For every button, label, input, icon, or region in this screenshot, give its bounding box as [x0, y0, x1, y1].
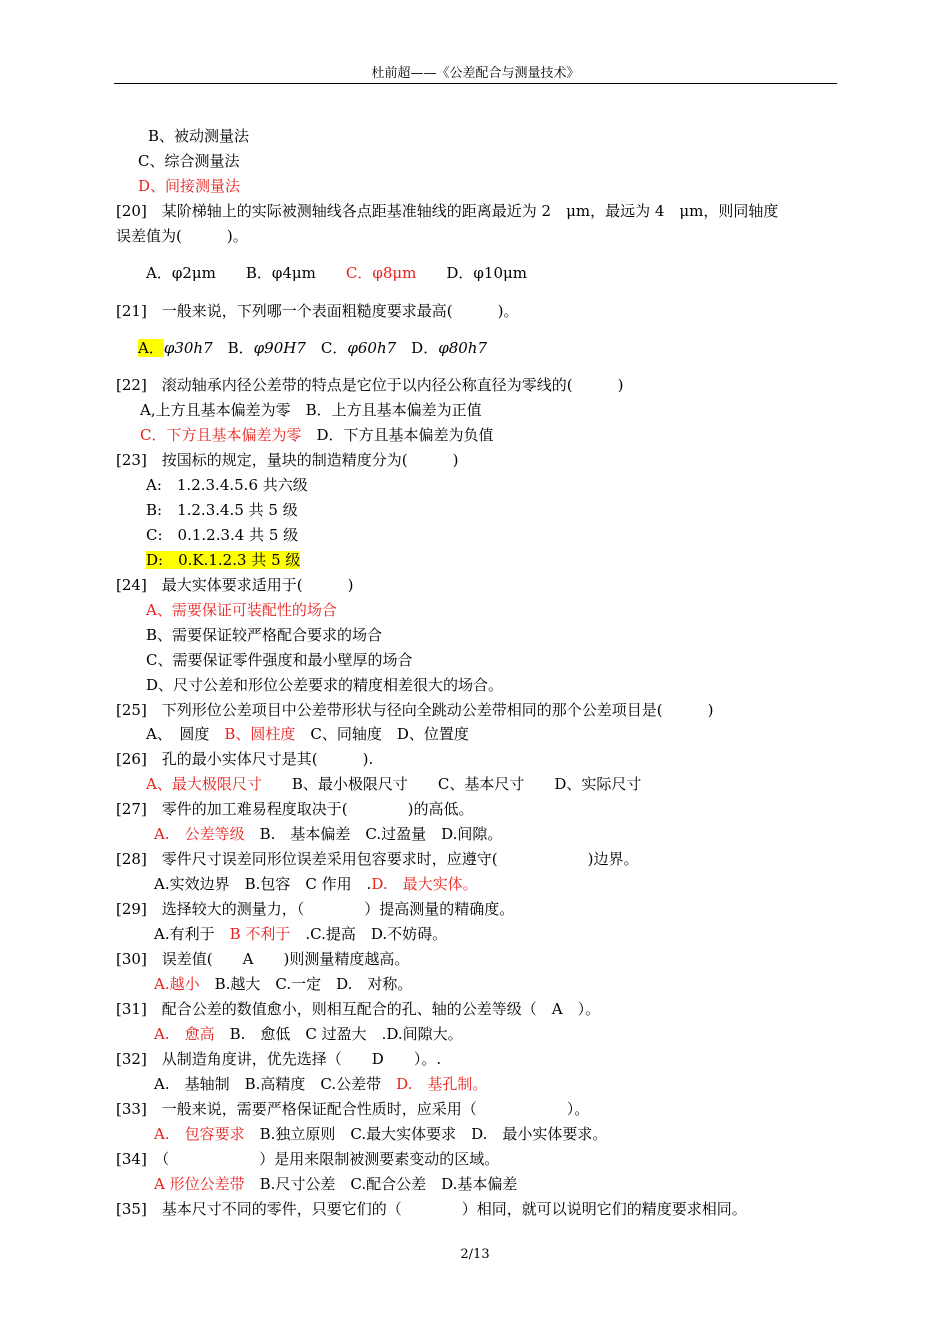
line-text: [25] 下列形位公差项目中公差带形状与径向全跳动公差带相同的那个公差项目是( )	[116, 701, 714, 719]
line-text: [22] 滚动轴承内径公差带的特点是它位于以内径公称直径为零线的( )	[116, 376, 624, 394]
line-text: φ60h7	[347, 339, 397, 357]
text-line	[148, 125, 249, 147]
text-line	[154, 923, 447, 945]
line-text: φ90H7	[253, 339, 306, 357]
text-line	[116, 1048, 441, 1070]
line-text: D．	[396, 339, 439, 357]
line-text: B.越大 C.一定 D. 对称。	[199, 975, 413, 993]
line-text: D、尺寸公差和形位公差要求的精度相差很大的场合。	[146, 676, 504, 694]
text-line	[154, 823, 502, 845]
answer-text: D. 最大实体。	[371, 875, 478, 893]
answer-text: A.越小	[154, 975, 200, 993]
line-text: B、被动测量法	[148, 127, 250, 145]
text-line	[146, 474, 308, 496]
text-line	[116, 848, 639, 870]
text-line	[154, 1023, 463, 1045]
text-line	[116, 998, 600, 1020]
answer-text: B、圆柱度	[224, 725, 296, 743]
text-line	[146, 624, 382, 646]
line-text: C、同轴度 D、位置度	[295, 725, 469, 743]
answer-text: B 不利于	[229, 925, 291, 943]
answer-text: D. 基孔制。	[396, 1075, 488, 1093]
line-text: A、 圆度	[146, 725, 225, 743]
answer-text: A、最大极限尺寸	[146, 775, 262, 793]
line-text: B．	[212, 339, 254, 357]
answer-text: A、需要保证可装配性的场合	[146, 601, 337, 619]
text-line	[146, 549, 300, 571]
text-line	[116, 1148, 499, 1170]
page-header: 杜前超——《公差配合与测量技术》	[371, 66, 580, 81]
line-text: B.独立原则 C.最大实体要求 D. 最小实体要求。	[244, 1125, 608, 1143]
text-line	[116, 1198, 747, 1220]
line-text: C: 0.1.2.3.4 共 5 级	[146, 526, 299, 544]
text-line	[154, 973, 412, 995]
text-line	[146, 499, 298, 521]
text-line	[116, 699, 714, 721]
text-line	[140, 399, 482, 421]
text-line	[146, 723, 469, 745]
line-text: 误差值为( )。	[116, 227, 248, 245]
text-line	[116, 300, 519, 322]
answer-text: A. 公差等级	[154, 825, 245, 843]
line-text: [34] （ ）是用来限制被测要素变动的区域。	[116, 1150, 500, 1168]
line-text: A. 基轴制 B.高精度 C.公差带	[154, 1075, 397, 1093]
line-text: B. 基本偏差 C.过盈量 D.间隙。	[244, 825, 503, 843]
answer-text: C．φ8μm	[345, 264, 417, 282]
line-text: C．	[305, 339, 348, 357]
answer-text: C．下方且基本偏差为零	[140, 426, 302, 444]
text-line	[138, 337, 487, 359]
line-text: [28] 零件尺寸误差同形位误差采用包容要求时，应遵守( )边界。	[116, 850, 639, 868]
highlighted-text: A．	[138, 339, 164, 357]
line-text: [21] 一般来说，下列哪一个表面粗糙度要求最高( )。	[116, 302, 519, 320]
line-text: B、最小极限尺寸 C、基本尺寸 D、实际尺寸	[261, 775, 642, 793]
line-text: [33] 一般来说，需要严格保证配合性质时，应采用（ ）。	[116, 1100, 590, 1118]
line-text: [24] 最大实体要求适用于( )	[116, 576, 354, 594]
line-text: φ30h7	[163, 339, 213, 357]
line-text: A.有利于	[154, 925, 230, 943]
text-line	[116, 798, 474, 820]
text-line	[146, 674, 503, 696]
text-line	[154, 1073, 487, 1095]
line-text: [27] 零件的加工难易程度取决于( )的高低。	[116, 800, 474, 818]
line-text: D．φ10μm	[416, 264, 527, 282]
text-line	[154, 873, 478, 895]
line-text: A: 1.2.3.4.5.6 共六级	[146, 476, 308, 494]
line-text: [29] 选择较大的测量力，（ ）提高测量的精确度。	[116, 900, 515, 918]
line-text: A.实效边界 B.包容 C 作用 .	[154, 875, 372, 893]
line-text: [30] 误差值( A )则测量精度越高。	[116, 950, 410, 968]
text-line	[116, 748, 373, 770]
answer-text: A 形位公差带	[154, 1175, 245, 1193]
answer-text: A. 愈高	[154, 1025, 215, 1043]
text-line	[116, 1098, 589, 1120]
text-line	[146, 262, 527, 284]
line-text: B. 愈低 C 过盈大 .D.间隙大。	[214, 1025, 463, 1043]
text-line	[146, 524, 298, 546]
line-text: [32] 从制造角度讲，优先选择（ D ）。.	[116, 1050, 442, 1068]
line-text: C、综合测量法	[138, 152, 240, 170]
answer-text: D、间接测量法	[138, 177, 241, 195]
line-text: A．φ2μm B．φ4μm	[146, 264, 346, 282]
line-text: [35] 基本尺寸不同的零件，只要它们的（ ）相同，就可以说明它们的精度要求相同。	[116, 1200, 747, 1218]
line-text: A,上方且基本偏差为零 B．上方且基本偏差为正值	[140, 401, 482, 419]
text-line	[146, 773, 641, 795]
text-line	[116, 898, 514, 920]
line-text: [31] 配合公差的数值愈小，则相互配合的孔、轴的公差等级（ A ）。	[116, 1000, 601, 1018]
header-rule	[114, 83, 837, 84]
line-text: D．下方且基本偏差为负值	[301, 426, 494, 444]
text-line	[138, 175, 240, 197]
line-text: B、需要保证较严格配合要求的场合	[146, 626, 383, 644]
line-text: B: 1.2.3.4.5 共 5 级	[146, 501, 298, 519]
text-line	[146, 649, 412, 671]
text-line	[116, 948, 409, 970]
text-line	[116, 225, 248, 247]
text-line	[116, 574, 354, 596]
text-line	[140, 424, 494, 446]
text-line	[154, 1173, 517, 1195]
text-line	[116, 449, 459, 471]
text-line	[138, 150, 239, 172]
answer-text: A. 包容要求	[154, 1125, 245, 1143]
text-line	[116, 374, 624, 396]
line-text: [20] 某阶梯轴上的实际被测轴线各点距基准轴线的距离最近为 2 μm，最远为 4 μm，则同轴度	[116, 202, 779, 220]
line-text: [26] 孔的最小实体尺寸是其( ).	[116, 750, 374, 768]
line-text: B.尺寸公差 C.配合公差 D.基本偏差	[244, 1175, 518, 1193]
text-line	[116, 200, 778, 222]
line-text: .C.提高 D.不妨碍。	[290, 925, 448, 943]
line-text: C、需要保证零件强度和最小壁厚的场合	[146, 651, 413, 669]
highlighted-text: D: 0.K.1.2.3 共 5 级	[146, 551, 301, 569]
text-line	[154, 1123, 607, 1145]
line-text: [23] 按国标的规定，量块的制造精度分为( )	[116, 451, 459, 469]
text-line	[146, 599, 337, 621]
line-text: φ80h7	[438, 339, 487, 357]
page-number: 2/13	[460, 1247, 490, 1262]
